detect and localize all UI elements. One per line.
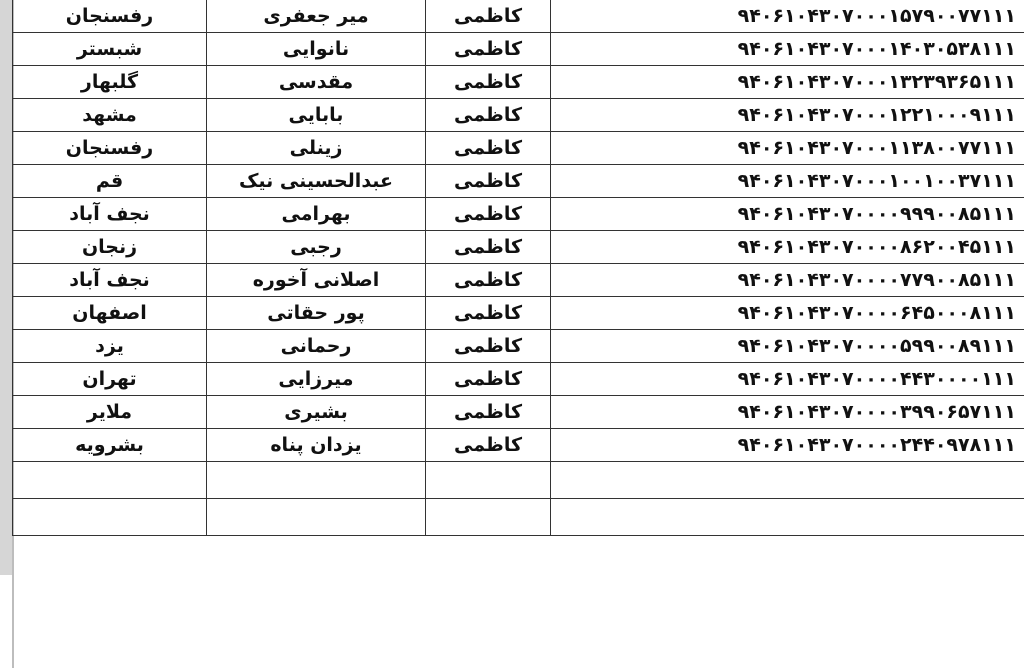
name-cell-text: عبدالحسینی نیک [238, 170, 394, 192]
code-cell [551, 165, 1024, 198]
name-cell-text: میرزایی [278, 368, 354, 390]
name-cell [207, 330, 426, 363]
code-cell-text: ۹۴۰۶۱۰۴۳۰۷۰۰۰۱۱۳۸۰۰۷۷۱۱۱ [737, 137, 1016, 159]
name-cell [207, 165, 426, 198]
name-cell [207, 132, 426, 165]
name-cell-text: اصلانی آخوره [252, 269, 380, 291]
table-row [13, 33, 1024, 66]
name-cell-text: بهرامی [281, 203, 351, 225]
code-cell-text: ۹۴۰۶۱۰۴۳۰۷۰۰۰۰۹۹۹۰۰۸۵۱۱۱ [737, 203, 1016, 225]
code-cell [551, 0, 1024, 33]
city-cell [13, 363, 207, 396]
code-cell-text: ۹۴۰۶۱۰۴۳۰۷۰۰۰۰۵۹۹۰۰۸۹۱۱۱ [737, 335, 1016, 357]
family-cell-text: کاظمی [453, 137, 523, 159]
city-cell-text: گلبهار [80, 71, 139, 93]
city-cell [13, 132, 207, 165]
empty-name-cell [207, 462, 426, 499]
family-cell [426, 330, 551, 363]
code-cell-text: ۹۴۰۶۱۰۴۳۰۷۰۰۰۱۲۲۱۰۰۰۹۱۱۱ [737, 104, 1016, 126]
city-cell [13, 0, 207, 33]
code-cell [551, 396, 1024, 429]
name-cell-text: میر جعفری [263, 5, 369, 27]
family-cell [426, 33, 551, 66]
table-row [13, 99, 1024, 132]
code-cell [551, 429, 1024, 462]
table-row [13, 264, 1024, 297]
family-cell [426, 264, 551, 297]
city-cell [13, 165, 207, 198]
empty-code-cell [551, 499, 1024, 536]
city-cell-text: مشهد [82, 104, 137, 126]
family-cell-text: کاظمی [453, 302, 523, 324]
name-cell [207, 231, 426, 264]
name-cell [207, 396, 426, 429]
code-cell-text: ۹۴۰۶۱۰۴۳۰۷۰۰۰۱۵۷۹۰۰۷۷۱۱۱ [737, 5, 1016, 27]
name-cell-text: یزدان پناه [270, 434, 362, 456]
empty-family-cell [426, 499, 551, 536]
city-cell-text: نجف آباد [69, 203, 150, 225]
name-cell-text: بشیری [284, 401, 348, 423]
name-cell-text: نانوایی [282, 38, 350, 60]
name-cell-text: رحمانی [280, 335, 352, 357]
family-cell [426, 429, 551, 462]
name-cell [207, 198, 426, 231]
city-cell [13, 297, 207, 330]
name-cell-text: بابایی [288, 104, 344, 126]
family-cell-text: کاظمی [453, 401, 523, 423]
city-cell-text: رفسنجان [65, 137, 154, 159]
family-cell-text: کاظمی [453, 236, 523, 258]
code-cell [551, 132, 1024, 165]
table-row [13, 429, 1024, 462]
left-margin-shade [0, 0, 12, 575]
code-cell-text: ۹۴۰۶۱۰۴۳۰۷۰۰۰۱۳۲۳۹۳۶۵۱۱۱ [737, 71, 1016, 93]
table-row [13, 330, 1024, 363]
family-cell [426, 99, 551, 132]
name-cell [207, 363, 426, 396]
empty-table-row [13, 499, 1024, 536]
empty-city-cell [13, 499, 207, 536]
code-cell [551, 99, 1024, 132]
code-cell-text: ۹۴۰۶۱۰۴۳۰۷۰۰۰۰۲۴۴۰۹۷۸۱۱۱ [737, 434, 1016, 456]
table-row [13, 297, 1024, 330]
city-cell-text: نجف آباد [69, 269, 150, 291]
table-row [13, 198, 1024, 231]
family-cell-text: کاظمی [453, 170, 523, 192]
city-cell-text: زنجان [81, 236, 138, 258]
city-cell-text: تهران [82, 368, 137, 390]
family-cell [426, 132, 551, 165]
empty-code-cell [551, 462, 1024, 499]
records-table-body [13, 0, 1024, 536]
family-cell [426, 198, 551, 231]
code-cell [551, 231, 1024, 264]
family-cell-text: کاظمی [453, 335, 523, 357]
family-cell [426, 297, 551, 330]
family-cell [426, 66, 551, 99]
family-cell-text: کاظمی [453, 203, 523, 225]
city-cell [13, 33, 207, 66]
family-cell-text: کاظمی [453, 5, 523, 27]
table-row [13, 396, 1024, 429]
table-row [13, 165, 1024, 198]
family-cell-text: کاظمی [453, 71, 523, 93]
code-cell-text: ۹۴۰۶۱۰۴۳۰۷۰۰۰۰۳۹۹۰۶۵۷۱۱۱ [737, 401, 1016, 423]
city-cell [13, 198, 207, 231]
city-cell [13, 66, 207, 99]
code-cell-text: ۹۴۰۶۱۰۴۳۰۷۰۰۰۱۴۰۳۰۵۳۸۱۱۱ [737, 38, 1016, 60]
code-cell [551, 330, 1024, 363]
name-cell [207, 297, 426, 330]
name-cell [207, 66, 426, 99]
code-cell-text: ۹۴۰۶۱۰۴۳۰۷۰۰۰۰۸۶۲۰۰۴۵۱۱۱ [737, 236, 1016, 258]
city-cell [13, 429, 207, 462]
city-cell-text: رفسنجان [65, 5, 154, 27]
family-cell [426, 0, 551, 33]
city-cell-text: ملایر [86, 401, 133, 423]
empty-name-cell [207, 499, 426, 536]
city-cell-text: اصفهان [72, 302, 147, 324]
name-cell [207, 33, 426, 66]
city-cell [13, 396, 207, 429]
family-cell-text: کاظمی [453, 38, 523, 60]
family-cell [426, 165, 551, 198]
code-cell-text: ۹۴۰۶۱۰۴۳۰۷۰۰۰۰۴۴۳۰۰۰۰۱۱۱ [737, 368, 1016, 390]
name-cell [207, 429, 426, 462]
name-cell [207, 0, 426, 33]
empty-family-cell [426, 462, 551, 499]
empty-table-row [13, 462, 1024, 499]
city-cell [13, 264, 207, 297]
city-cell-text: قم [95, 170, 124, 192]
family-cell-text: کاظمی [453, 269, 523, 291]
name-cell-text: رجبی [290, 236, 342, 258]
family-cell-text: کاظمی [453, 434, 523, 456]
code-cell [551, 297, 1024, 330]
table-row [13, 0, 1024, 33]
table-row [13, 363, 1024, 396]
name-cell-text: زینلی [289, 137, 343, 159]
city-cell [13, 99, 207, 132]
name-cell [207, 99, 426, 132]
family-cell-text: کاظمی [453, 104, 523, 126]
city-cell-text: بشرویه [75, 434, 144, 456]
code-cell [551, 33, 1024, 66]
city-cell [13, 330, 207, 363]
family-cell [426, 231, 551, 264]
code-cell [551, 66, 1024, 99]
code-cell-text: ۹۴۰۶۱۰۴۳۰۷۰۰۰۰۷۷۹۰۰۸۵۱۱۱ [737, 269, 1016, 291]
family-cell-text: کاظمی [453, 368, 523, 390]
code-cell-text: ۹۴۰۶۱۰۴۳۰۷۰۰۰۰۶۴۵۰۰۰۸۱۱۱ [737, 302, 1016, 324]
table-row [13, 231, 1024, 264]
empty-city-cell [13, 462, 207, 499]
name-cell-text: مقدسی [278, 71, 354, 93]
name-cell [207, 264, 426, 297]
city-cell [13, 231, 207, 264]
code-cell [551, 363, 1024, 396]
table-row [13, 132, 1024, 165]
city-cell-text: یزد [95, 335, 124, 357]
records-table [12, 0, 1024, 536]
family-cell [426, 396, 551, 429]
family-cell [426, 363, 551, 396]
code-cell [551, 198, 1024, 231]
city-cell-text: شبستر [76, 38, 143, 60]
code-cell-text: ۹۴۰۶۱۰۴۳۰۷۰۰۰۱۰۰۱۰۰۳۷۱۱۱ [737, 170, 1016, 192]
table-row [13, 66, 1024, 99]
code-cell [551, 264, 1024, 297]
name-cell-text: پور حقاتی [267, 302, 365, 324]
